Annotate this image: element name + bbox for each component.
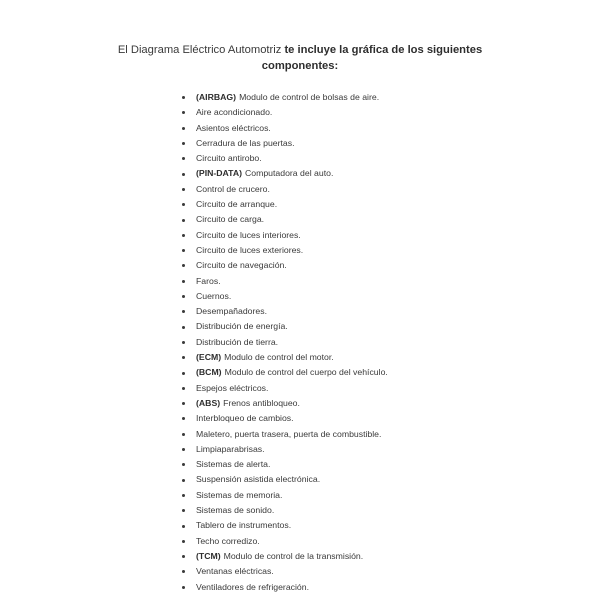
intro-plain-text: El Diagrama Eléctrico Automotriz: [117, 44, 285, 56]
component-text: Modulo de control de la transmisión.: [223, 550, 364, 561]
list-item: [182, 243, 388, 258]
component-text: Aire acondicionado.: [196, 107, 273, 118]
component-text: Maletero, puerta trasera, puerta de combustible.: [196, 428, 382, 439]
component-text: Frenos antibloqueo.: [223, 397, 300, 408]
list-item: [182, 121, 388, 136]
components-list: [182, 90, 388, 595]
bullet-icon: [182, 142, 185, 145]
list-item: [182, 90, 388, 105]
list-item: [182, 411, 388, 426]
list-item: [182, 457, 388, 472]
component-text: Limpiaparabrisas.: [196, 443, 265, 454]
list-item: [182, 488, 388, 503]
list-item: [182, 503, 388, 518]
list-item: [182, 564, 388, 579]
component-text: Computadora del auto.: [245, 168, 334, 179]
bullet-icon: [182, 295, 185, 298]
component-text: Interbloqueo de cambios.: [196, 413, 294, 424]
bullet-icon: [182, 509, 185, 512]
list-item: [182, 319, 388, 334]
list-item: [182, 274, 388, 289]
intro-paragraph: [0, 42, 600, 74]
list-item: [182, 381, 388, 396]
component-code: (ABS): [196, 397, 221, 408]
bullet-icon: [182, 249, 185, 252]
component-code: (BCM): [196, 367, 222, 378]
component-text: Techo corredizo.: [196, 535, 260, 546]
list-item: [182, 472, 388, 487]
intro-line-2: componentes:: [261, 60, 339, 72]
bullet-icon: [182, 417, 185, 420]
bullet-icon: [182, 372, 185, 375]
list-item: [182, 228, 388, 243]
list-item: [182, 335, 388, 350]
component-text: Distribución de tierra.: [196, 336, 279, 347]
bullet-icon: [182, 173, 185, 176]
bullet-icon: [182, 234, 185, 237]
list-item: [182, 442, 388, 457]
component-text: Modulo de control del cuerpo del vehículo.: [224, 367, 388, 378]
bullet-icon: [182, 525, 185, 528]
bullet-icon: [182, 96, 185, 99]
list-item: [182, 151, 388, 166]
bullet-icon: [182, 387, 185, 390]
component-text: Faros.: [196, 275, 221, 286]
component-text: Tablero de instrumentos.: [196, 520, 292, 531]
component-text: Ventiladores de refrigeración.: [196, 581, 310, 592]
component-text: Circuito de luces exteriores.: [196, 244, 304, 255]
bullet-icon: [182, 479, 185, 482]
component-text: Asientos eléctricos.: [196, 122, 271, 133]
bullet-icon: [182, 264, 185, 267]
component-text: Modulo de control del motor.: [224, 352, 334, 363]
component-code: (TCM): [196, 550, 221, 561]
bullet-icon: [182, 111, 185, 114]
bullet-icon: [182, 494, 185, 497]
list-item: [182, 396, 388, 411]
list-item: [182, 166, 388, 181]
bullet-icon: [182, 356, 185, 359]
list-item: [182, 365, 388, 380]
component-text: Distribución de energía.: [196, 321, 288, 332]
bullet-icon: [182, 463, 185, 466]
list-item: [182, 304, 388, 319]
list-item: [182, 350, 388, 365]
bullet-icon: [182, 341, 185, 344]
component-text: Sistemas de alerta.: [196, 459, 271, 470]
list-item: [182, 289, 388, 304]
component-text: Control de crucero.: [196, 183, 270, 194]
list-item: [182, 105, 388, 120]
list-item: [182, 549, 388, 564]
component-text: Sistemas de memoria.: [196, 489, 283, 500]
intro-line-1: [0, 42, 600, 58]
component-text: Modulo de control de bolsas de aire.: [239, 92, 380, 102]
component-code: (AIRBAG): [196, 92, 237, 102]
list-item: [182, 580, 388, 595]
component-text: Cuernos.: [196, 290, 232, 301]
bullet-icon: [182, 570, 185, 573]
list-item: [182, 427, 388, 442]
list-item: [182, 534, 388, 549]
component-text: Circuito de arranque.: [196, 199, 278, 210]
list-item: [182, 136, 388, 151]
component-code: (PIN-DATA): [196, 168, 242, 179]
bullet-icon: [182, 203, 185, 206]
bullet-icon: [182, 188, 185, 191]
bullet-icon: [182, 280, 185, 283]
component-text: Circuito antirobo.: [196, 153, 262, 164]
bullet-icon: [182, 326, 185, 329]
component-text: Desempañadores.: [196, 306, 267, 317]
component-text: Espejos eléctricos.: [196, 382, 269, 393]
component-text: Circuito de navegación.: [196, 260, 287, 271]
component-text: Cerradura de las puertas.: [196, 137, 295, 148]
component-text: Circuito de luces interiores.: [196, 229, 301, 240]
intro-bold-text: te incluye la gráfica de los siguientes: [284, 44, 483, 56]
component-text: Ventanas eléctricas.: [196, 566, 274, 577]
list-item: [182, 197, 388, 212]
list-item: [182, 182, 388, 197]
component-text: Circuito de carga.: [196, 214, 265, 225]
list-item: [182, 258, 388, 273]
bullet-icon: [182, 219, 185, 222]
bullet-icon: [182, 402, 185, 405]
bullet-icon: [182, 310, 185, 313]
bullet-icon: [182, 540, 185, 543]
bullet-icon: [182, 555, 185, 558]
component-code: (ECM): [196, 352, 222, 363]
bullet-icon: [182, 433, 185, 436]
list-item: [182, 212, 388, 227]
component-text: Suspensión asistida electrónica.: [196, 474, 321, 485]
bullet-icon: [182, 157, 185, 160]
list-item: [182, 518, 388, 533]
component-text: Sistemas de sonido.: [196, 505, 275, 516]
bullet-icon: [182, 127, 185, 130]
bullet-icon: [182, 448, 185, 451]
bullet-icon: [182, 586, 185, 589]
